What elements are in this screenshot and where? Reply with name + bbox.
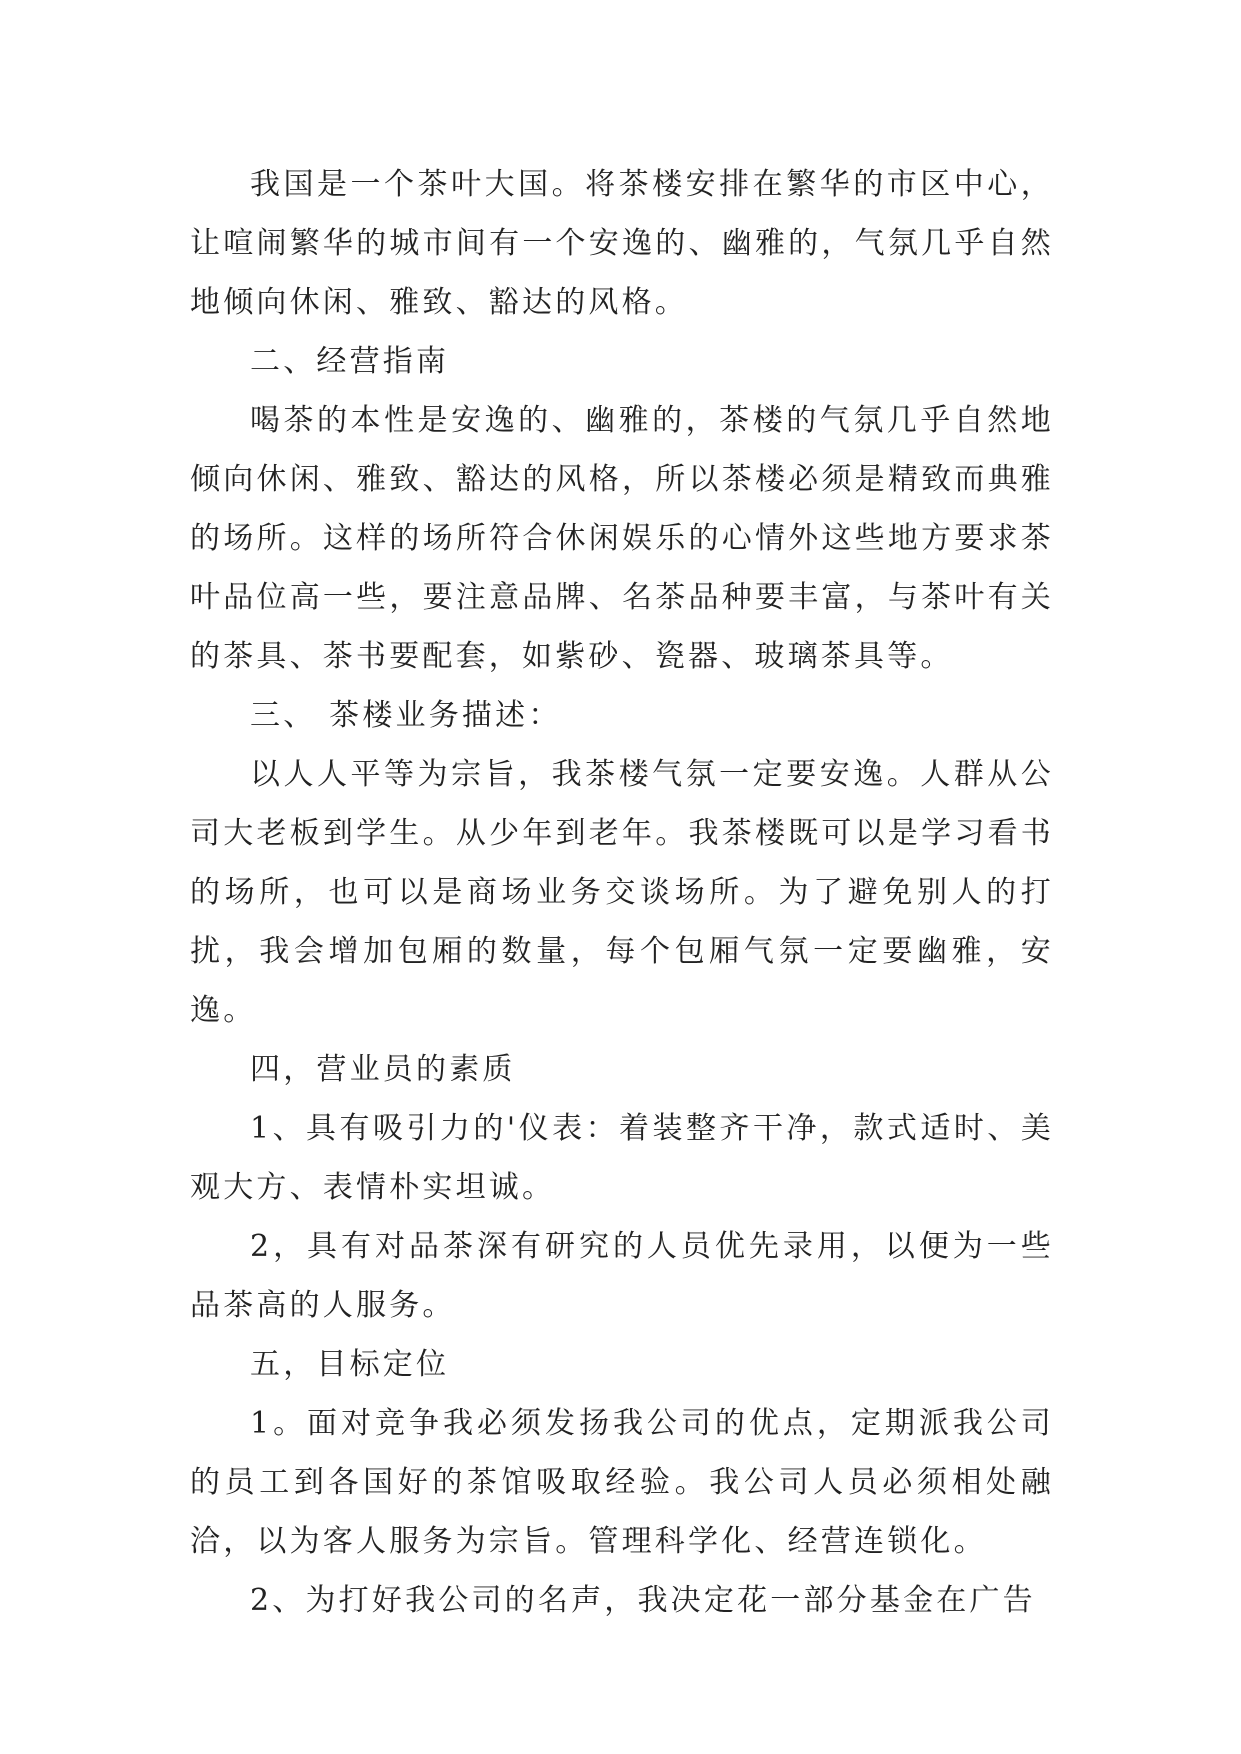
paragraph-target-2: 2、为打好我公司的名声，我决定花一部分基金在广告 [250,1583,1036,1618]
paragraph-staff-quality-2: 2，具有对品茶深有研究的人员优先录用，以便为一些品茶高的人服务。 [190,1229,1054,1323]
paragraph-business-description: 以人人平等为宗旨，我茶楼气氛一定要安逸。人群从公司大老板到学生。从少年到老年。我茶楼既可以是学习看书的场所，也可以是商场业务交谈场所。为了避免别人的打扰，我会增加包厢的数量，每个包厢气氛一定要幽雅，安逸。 [190,757,1054,1028]
paragraph-business-guide: 喝茶的本性是安逸的、幽雅的，茶楼的气氛几乎自然地倾向休闲、雅致、豁达的风格，所以茶楼必须是精致而典雅的场所。这样的场所符合休闲娱乐的心情外这些地方要求茶叶品位高一些，要注意品牌、名茶品种要丰富，与茶叶有关的茶具、茶书要配套，如紫砂、瓷器、玻璃茶具等。 [190,403,1054,674]
document-body [190,155,1054,1630]
heading-business-description: 三、 茶楼业务描述： [250,698,562,733]
paragraph-intro: 我国是一个茶叶大国。将茶楼安排在繁华的市区中心，让喧闹繁华的城市间有一个安逸的、幽雅的，气氛几乎自然地倾向休闲、雅致、豁达的风格。 [190,167,1054,320]
paragraph-staff-quality-1: 1、具有吸引力的'仪表：着装整齐干净，款式适时、美观大方、表情朴实坦诚。 [190,1111,1054,1205]
heading-target-positioning: 五，目标定位 [250,1347,450,1382]
heading-business-guide: 二、经营指南 [250,344,450,379]
paragraph-target-1: 1。面对竞争我必须发扬我公司的优点，定期派我公司的员工到各国好的茶馆吸取经验。我公司人员必须相处融洽，以为客人服务为宗旨。管理科学化、经营连锁化。 [190,1406,1054,1559]
heading-staff-quality: 四，营业员的素质 [250,1052,516,1087]
